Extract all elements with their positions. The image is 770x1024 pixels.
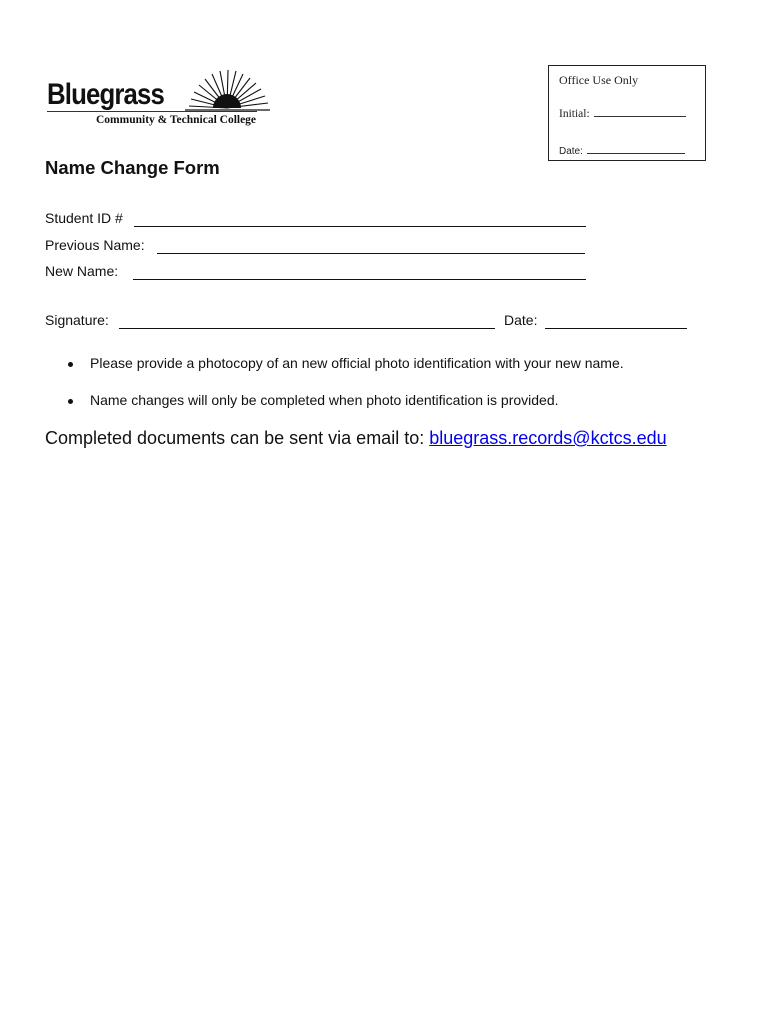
list-item <box>66 355 624 371</box>
bullet-icon <box>68 362 73 367</box>
office-date-blank <box>587 152 685 154</box>
date-field[interactable] <box>545 328 687 329</box>
office-date-label: Date: <box>559 146 583 157</box>
logo-wordmark: Bluegrass <box>47 78 165 111</box>
signature-field[interactable] <box>119 328 495 329</box>
submission-text: Completed documents can be sent via email to: <box>45 428 425 448</box>
previous-name-field[interactable] <box>157 253 585 254</box>
office-use-title: Office Use Only <box>559 73 639 87</box>
date-label: Date: <box>504 312 538 328</box>
signature-label: Signature: <box>45 312 109 328</box>
sunburst-icon <box>185 68 270 114</box>
previous-name-label: Previous Name: <box>45 237 145 253</box>
logo-divider <box>47 111 257 112</box>
submission-note <box>45 428 667 449</box>
student-id-label: Student ID # <box>45 210 123 226</box>
instructions-list <box>66 355 624 408</box>
new-name-field[interactable] <box>133 279 586 280</box>
office-use-box <box>548 65 706 161</box>
logo-subtitle: Community & Technical College <box>96 114 257 126</box>
office-initial-blank <box>594 115 686 117</box>
list-item <box>66 392 624 408</box>
bullet-text: Name changes will only be completed when photo identification is provided. <box>90 392 559 408</box>
office-date-row <box>559 146 685 157</box>
office-initial-row <box>559 108 686 120</box>
bullet-icon <box>68 399 73 404</box>
new-name-label: New Name: <box>45 263 119 279</box>
student-id-field[interactable] <box>134 226 586 227</box>
form-title: Name Change Form <box>45 157 220 178</box>
office-initial-label: Initial: <box>559 108 590 120</box>
email-link[interactable]: bluegrass.records@kctcs.edu <box>429 428 667 448</box>
bullet-text: Please provide a photocopy of an new official photo identification with your new name. <box>90 355 624 371</box>
college-logo <box>45 68 270 130</box>
